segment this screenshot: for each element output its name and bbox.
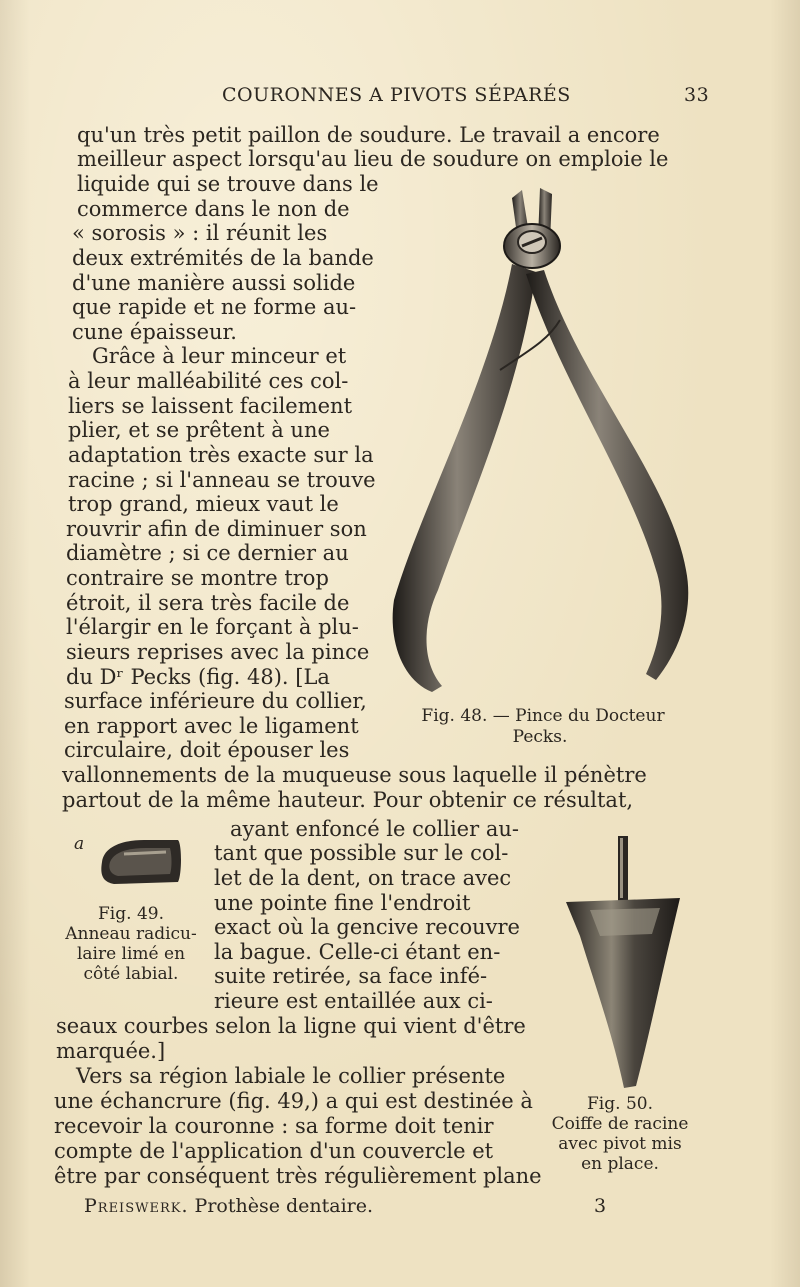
text-line: cune épaisseur. [72, 320, 237, 344]
caption-line: Anneau radicu- [65, 924, 197, 944]
text-line: partout de la même hauteur. Pour obtenir ce résultat, [62, 788, 634, 812]
text-line: suite retirée, sa face infé- [214, 964, 488, 988]
footer-book-title: Prothèse dentaire. [194, 1195, 374, 1217]
footer-author [84, 1195, 373, 1217]
text-line: ayant enfoncé le collier au- [230, 817, 519, 841]
figure-48-pliers-illustration [380, 180, 700, 700]
figure-48-caption-line1: Fig. 48. — Pince du Docteur [421, 706, 665, 726]
caption-line: Fig. 50. [587, 1094, 653, 1114]
text-line: meilleur aspect lorsqu'au lieu de soudure on emploie le [77, 147, 669, 171]
text-line: compte de l'application d'un couvercle et [54, 1139, 494, 1163]
figure-49-ring-illustration [94, 834, 186, 890]
text-line: commerce dans le non de [77, 197, 350, 221]
text-line: « sorosis » : il réunit les [72, 221, 328, 245]
footer-author-name: Preiswerk. [84, 1195, 189, 1217]
figure-50-root-cap-illustration [560, 832, 690, 1092]
text-line: une pointe fine l'endroit [214, 891, 471, 915]
text-line: racine ; si l'anneau se trouve [68, 468, 376, 492]
text-line: sieurs reprises avec la pince [66, 640, 370, 664]
text-line: seaux courbes selon la ligne qui vient d'être [56, 1014, 526, 1038]
running-header-title: COURONNES A PIVOTS SÉPARÉS [222, 84, 571, 106]
text-line: recevoir la couronne : sa forme doit tenir [54, 1114, 494, 1138]
text-line: contraire se montre trop [66, 566, 329, 590]
caption-line: laire limé en [76, 944, 186, 964]
text-line: liquide qui se trouve dans le [77, 172, 379, 196]
text-line: que rapide et ne forme au- [72, 295, 357, 319]
text-line: rieure est entaillée aux ci- [214, 989, 493, 1013]
caption-line: Fig. 49. [98, 904, 164, 924]
page-number: 33 [684, 84, 710, 106]
caption-line: côté labial. [83, 964, 179, 984]
figure-48-caption-line2: Pecks. [512, 727, 568, 747]
figure-49-caption [56, 904, 206, 984]
text-line: exact où la gencive recouvre [214, 915, 520, 939]
text-line: marquée.] [56, 1039, 166, 1063]
text-line: une échancrure (fig. 49,) a qui est destinée à [54, 1089, 533, 1113]
text-line: adaptation très exacte sur la [68, 443, 374, 467]
text-line: Grâce à leur minceur et [92, 344, 347, 368]
text-line: trop grand, mieux vaut le [68, 492, 339, 516]
figure-49-letter: a [74, 834, 85, 854]
text-line: à leur malléabilité ces col- [68, 369, 349, 393]
text-line: circulaire, doit épouser les [64, 738, 350, 762]
text-line: l'élargir en le forçant à plu- [66, 615, 359, 639]
text-line: étroit, il sera très facile de [66, 591, 350, 615]
caption-line: en place. [581, 1154, 659, 1174]
text-line: let de la dent, on trace avec [214, 866, 512, 890]
text-line: surface inférieure du collier, [64, 689, 367, 713]
text-line: en rapport avec le ligament [64, 714, 359, 738]
text-line: vallonnements de la muqueuse sous laquelle il pénètre [62, 763, 647, 787]
text-line: tant que possible sur le col- [214, 841, 509, 865]
caption-line: Coiffe de racine [551, 1114, 689, 1134]
text-line: Vers sa région labiale le collier présente [76, 1064, 506, 1088]
text-line: plier, et se prêtent à une [68, 418, 330, 442]
text-line: rouvrir afin de diminuer son [66, 517, 367, 541]
text-line: du Dʳ Pecks (fig. 48). [La [66, 665, 330, 689]
text-line: d'une manière aussi solide [72, 271, 356, 295]
text-line: qu'un très petit paillon de soudure. Le travail a encore [77, 123, 660, 147]
footer-signature: 3 [594, 1195, 607, 1217]
figure-50-caption [540, 1094, 700, 1174]
text-line: diamètre ; si ce dernier au [66, 541, 349, 565]
text-line: deux extrémités de la bande [72, 246, 374, 270]
caption-line: avec pivot mis [558, 1134, 682, 1154]
text-line: liers se laissent facilement [68, 394, 353, 418]
text-line: être par conséquent très régulièrement plane [54, 1164, 542, 1188]
text-line: la bague. Celle-ci étant en- [214, 940, 501, 964]
